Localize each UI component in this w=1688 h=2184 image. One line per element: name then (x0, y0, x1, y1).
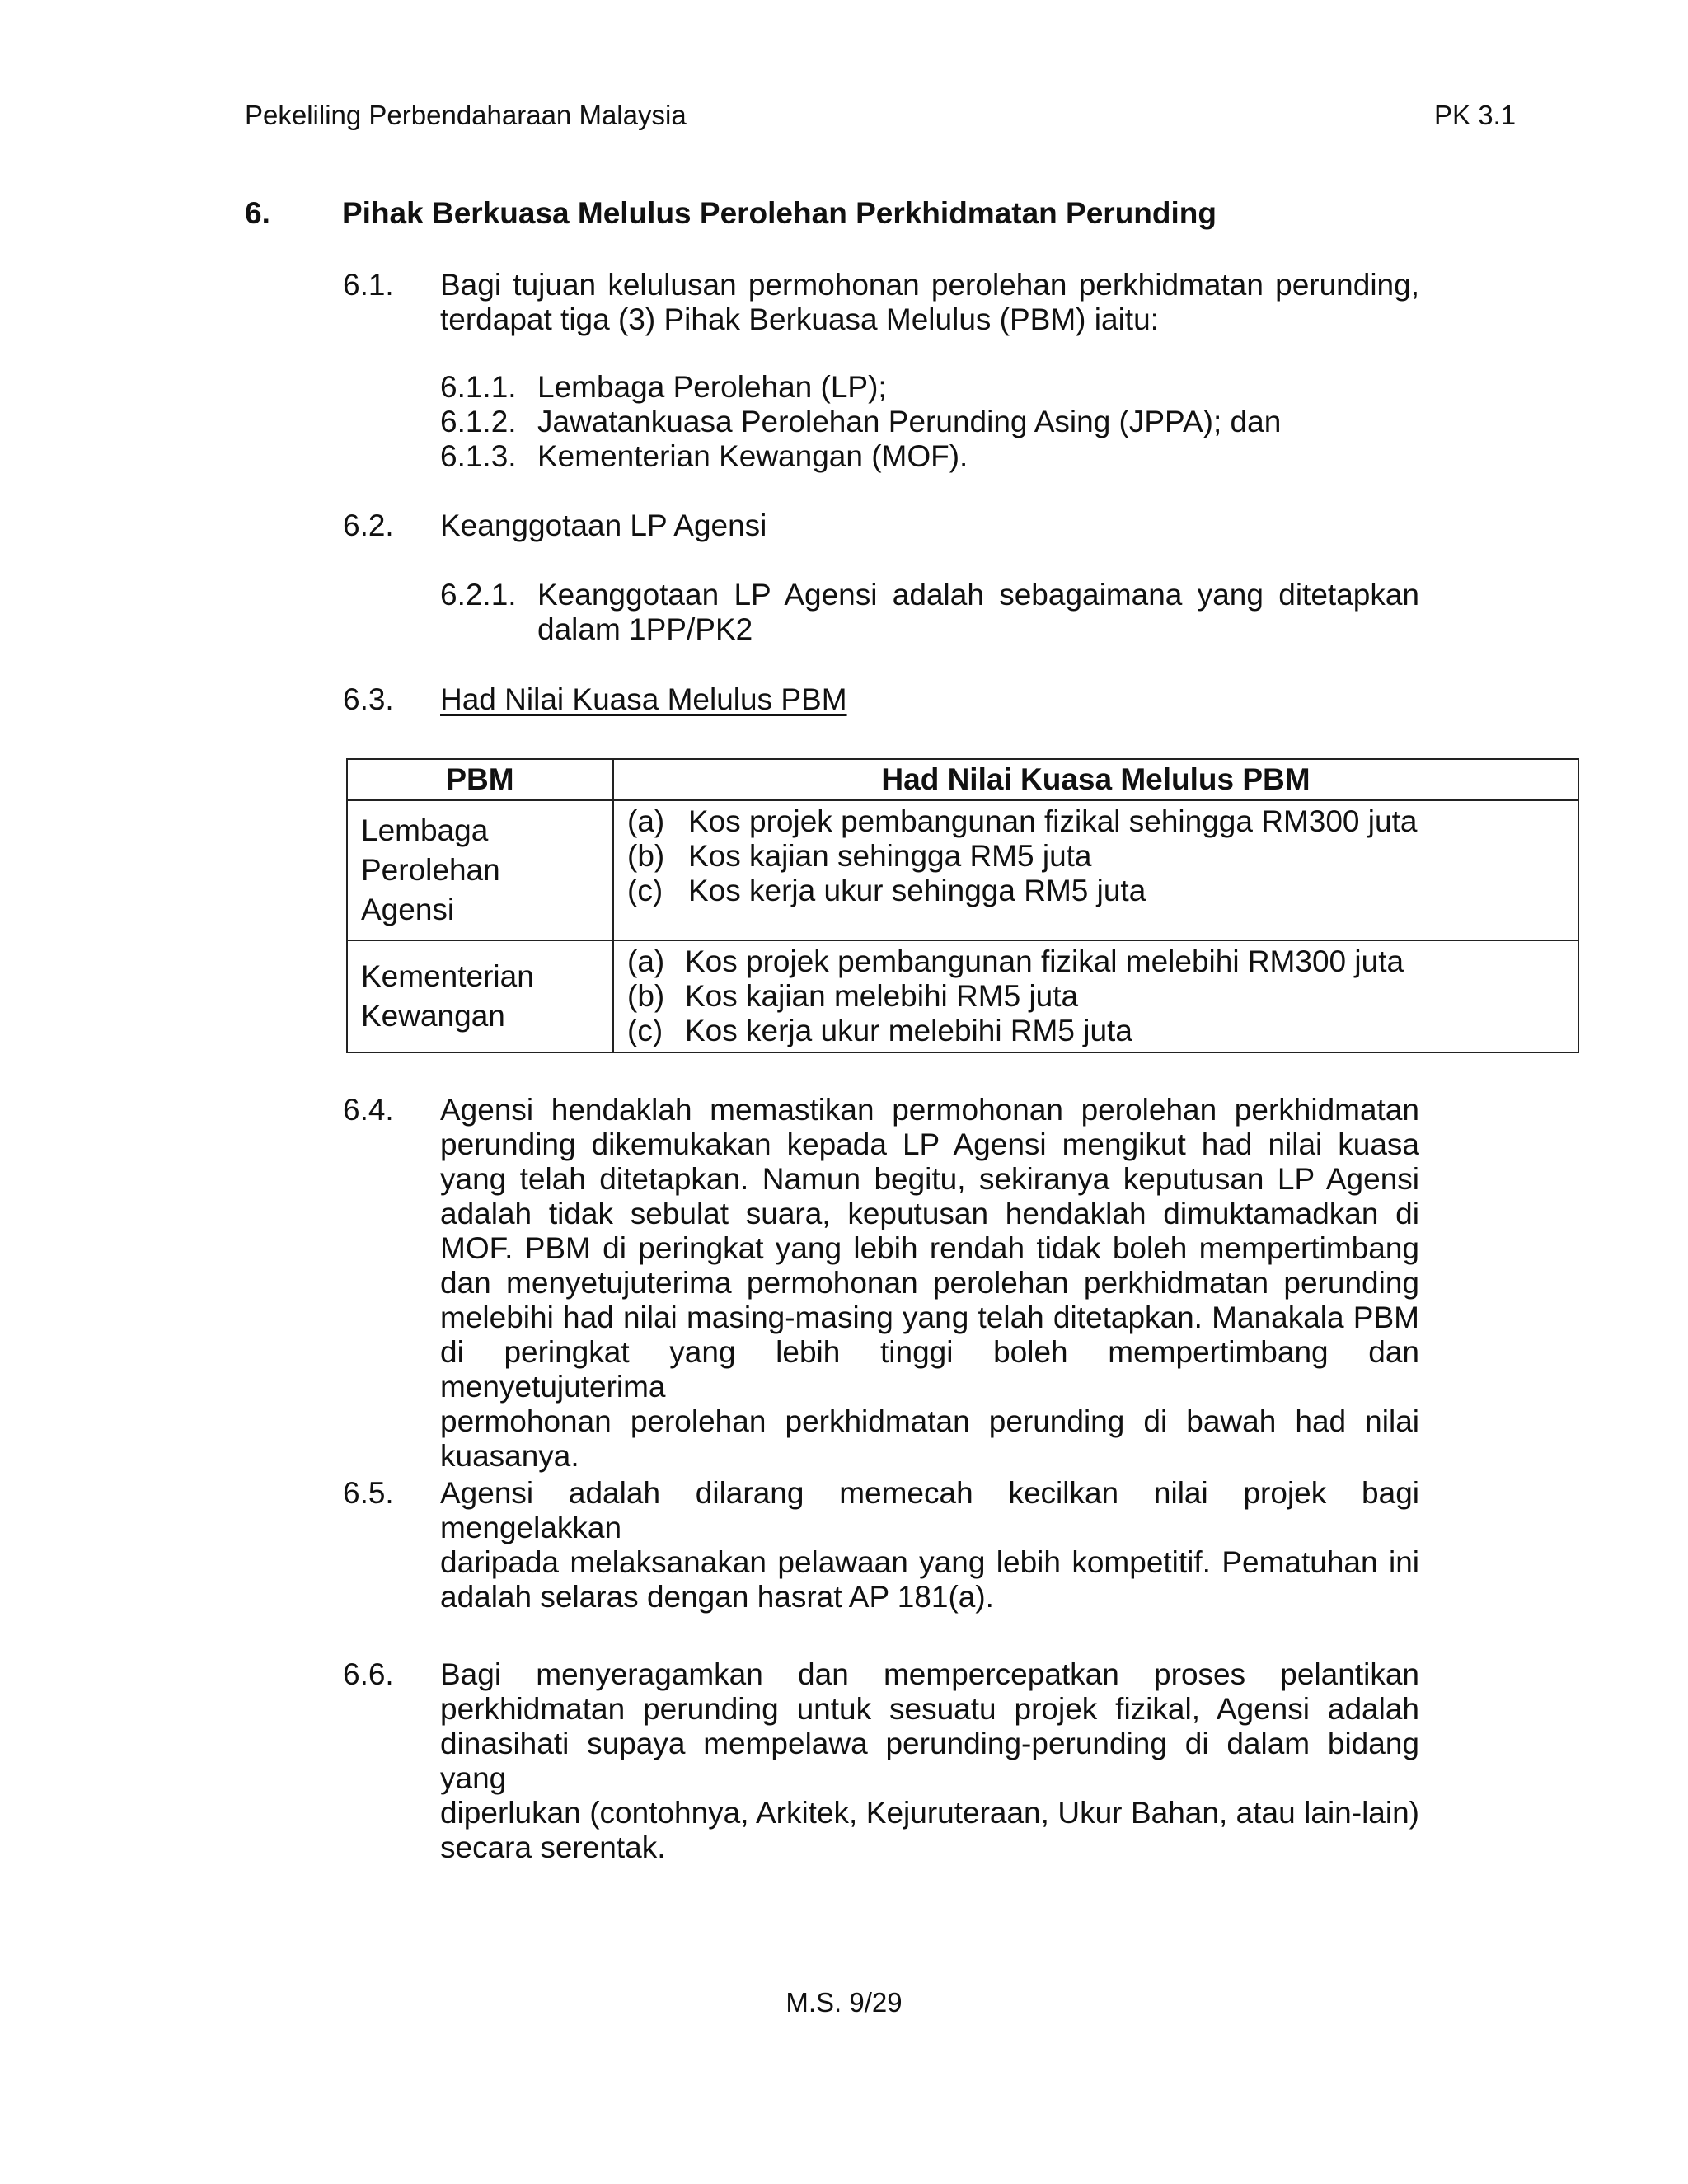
clause-6-1-line: terdapat tiga (3) Pihak Berkuasa Melulus (PBM) iaitu: (440, 302, 1159, 336)
clause-6-1-line: Bagi tujuan kelulusan permohonan perolehan perkhidmatan perunding, (440, 268, 1419, 302)
pbm-cell (347, 940, 613, 1052)
pbm-name-line: Kewangan (361, 999, 505, 1033)
limit-item (627, 874, 1564, 908)
column-header-pbm: PBM (347, 759, 613, 800)
paragraph-line: dinasihati supaya mempelawa perunding-perunding di dalam bidang yang (440, 1727, 1419, 1795)
limit-item (627, 839, 1564, 874)
limit-cell (613, 940, 1578, 1052)
clause-6-2-title: Keanggotaan LP Agensi (440, 509, 767, 542)
limit-item (627, 1014, 1564, 1048)
pbm-name-line: Kementerian (361, 959, 534, 993)
table-header-row (347, 759, 1578, 800)
pbm-authority-table (346, 758, 1579, 1053)
limit-item-text: Kos kajian melebihi RM5 juta (685, 979, 1079, 1013)
paragraph-line: di peringkat yang lebih tinggi boleh mempertimbang dan menyetujuterima (440, 1335, 1419, 1404)
column-header-limit: Had Nilai Kuasa Melulus PBM (613, 759, 1578, 800)
document-code: PK 3.1 (1434, 100, 1517, 130)
paragraph-line: kuasanya. (440, 1439, 579, 1473)
clause-number-6-2-1: 6.2.1. (440, 578, 517, 612)
list-item-text: Kementerian Kewangan (MOF). (537, 439, 968, 473)
paragraph-line: adalah tidak sebulat suara, keputusan hendaklah dimuktamadkan di (440, 1197, 1419, 1230)
pbm-name-line: Perolehan Agensi (361, 853, 500, 926)
paragraph-line: perkhidmatan perunding untuk sesuatu projek fizikal, Agensi adalah (440, 1692, 1419, 1726)
limit-item-text: Kos kerja ukur melebihi RM5 juta (685, 1014, 1132, 1047)
section-number: 6. (245, 196, 270, 230)
clause-6-2-1-text (537, 578, 1419, 647)
paragraph-line: daripada melaksanakan pelawaan yang lebih kompetitif. Pematuhan ini (440, 1545, 1419, 1579)
list-item-number: 6.1.2. (440, 405, 517, 438)
limit-item-letter: (c) (627, 874, 663, 907)
paragraph-line: yang telah ditetapkan. Namun begitu, sekiranya keputusan LP Agensi (440, 1162, 1419, 1196)
list-item (440, 405, 1281, 439)
clause-6-3-title: Had Nilai Kuasa Melulus PBM (440, 682, 847, 716)
list-item (440, 370, 1281, 405)
clause-number-6-3: 6.3. (343, 682, 394, 716)
paragraph-line: diperlukan (contohnya, Arkitek, Kejuruteraan, Ukur Bahan, atau lain-lain) (440, 1796, 1419, 1830)
paragraph-line: Agensi adalah dilarang memecah kecilkan nilai projek bagi mengelakkan (440, 1476, 1419, 1544)
list-item-number: 6.1.3. (440, 439, 517, 473)
limit-item-text: Kos projek pembangunan fizikal sehingga RM300 juta (688, 804, 1418, 838)
table-row (347, 940, 1578, 1052)
document-header-title: Pekeliling Perbendaharaan Malaysia (245, 100, 687, 130)
limit-item-letter: (b) (627, 979, 665, 1013)
limit-item (627, 944, 1564, 979)
clause-6-1-text (440, 268, 1419, 337)
clause-6-6-text (440, 1657, 1419, 1865)
limit-item (627, 979, 1564, 1014)
list-item (440, 439, 1281, 474)
paragraph-line: adalah selaras dengan hasrat AP 181(a). (440, 1580, 994, 1614)
clause-6-1-items (440, 370, 1281, 474)
clause-number-6-6: 6.6. (343, 1657, 394, 1691)
list-item-number: 6.1.1. (440, 370, 517, 404)
paragraph-line: melebihi had nilai masing-masing yang telah ditetapkan. Manakala PBM (440, 1301, 1419, 1334)
paragraph-line: perunding dikemukakan kepada LP Agensi mengikut had nilai kuasa (440, 1127, 1419, 1161)
clause-6-5-text (440, 1476, 1419, 1615)
limit-cell (613, 800, 1578, 940)
clause-number-6-1: 6.1. (343, 268, 394, 302)
limit-item-text: Kos kajian sehingga RM5 juta (688, 839, 1092, 873)
page-number: M.S. 9/29 (785, 1987, 903, 2018)
pbm-name-line: Lembaga (361, 813, 489, 847)
table-row (347, 800, 1578, 940)
limit-item-letter: (c) (627, 1014, 663, 1047)
limit-item-text: Kos projek pembangunan fizikal melebihi RM300 juta (685, 944, 1404, 978)
clause-number-6-4: 6.4. (343, 1093, 394, 1127)
paragraph-line: MOF. PBM di peringkat yang lebih rendah tidak boleh mempertimbang (440, 1231, 1419, 1265)
clause-number-6-5: 6.5. (343, 1476, 394, 1510)
limit-item-letter: (b) (627, 839, 665, 873)
paragraph-line: permohonan perolehan perkhidmatan perunding di bawah had nilai (440, 1404, 1419, 1438)
limit-item-letter: (a) (627, 804, 665, 838)
clause-number-6-2: 6.2. (343, 509, 394, 542)
limit-item-letter: (a) (627, 944, 665, 978)
clause-6-4-text (440, 1093, 1419, 1474)
paragraph-line: Agensi hendaklah memastikan permohonan perolehan perkhidmatan (440, 1093, 1419, 1127)
section-title: Pihak Berkuasa Melulus Perolehan Perkhidmatan Perunding (342, 196, 1217, 230)
clause-6-2-1-line: Keanggotaan LP Agensi adalah sebagaimana yang ditetapkan (537, 578, 1419, 612)
limit-item-text: Kos kerja ukur sehingga RM5 juta (688, 874, 1146, 907)
pbm-cell (347, 800, 613, 940)
paragraph-line: dan menyetujuterima permohonan perolehan perkhidmatan perunding (440, 1266, 1419, 1300)
limit-item (627, 804, 1564, 839)
paragraph-line: secara serentak. (440, 1830, 666, 1864)
list-item-text: Jawatankuasa Perolehan Perunding Asing (JPPA); dan (537, 405, 1282, 438)
paragraph-line: Bagi menyeragamkan dan mempercepatkan proses pelantikan (440, 1657, 1419, 1691)
clause-6-2-1-line: dalam 1PP/PK2 (537, 612, 753, 646)
list-item-text: Lembaga Perolehan (LP); (537, 370, 887, 404)
